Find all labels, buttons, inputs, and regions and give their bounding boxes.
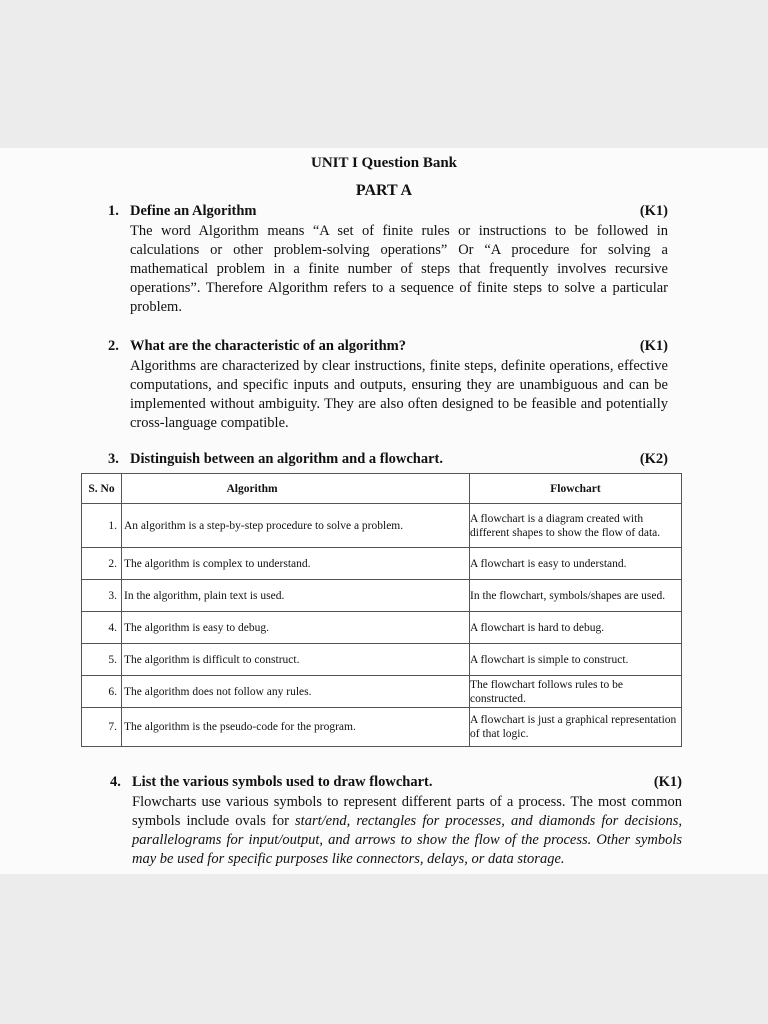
answer-text: Algorithms are characterized by clear instructions, finite steps, definite operations, effective computations, and specific inputs and outputs, ensuring they are unambiguous and can be implemented without ambiguity. They are also often designed to be feasible and potentially cross-language compatible. <box>130 358 668 431</box>
question-text: Define an Algorithm <box>130 203 257 219</box>
table-row <box>82 676 682 708</box>
table-row <box>82 580 682 612</box>
cell-algorithm: The algorithm is easy to debug. <box>122 612 470 644</box>
cell-sno: 2. <box>82 548 122 580</box>
answer-plain: Flowcharts use various symbols to represent different parts of a process. The most common symbols include ovals for <box>132 794 682 829</box>
table-header-row <box>82 474 682 504</box>
question-2 <box>108 338 668 433</box>
table-row <box>82 612 682 644</box>
knowledge-level: (K1) <box>639 338 668 354</box>
cell-sno: 6. <box>82 676 122 708</box>
question-heading <box>108 338 668 357</box>
question-number: 1. <box>108 203 119 219</box>
cell-algorithm: In the algorithm, plain text is used. <box>122 580 470 612</box>
page-title: UNIT I Question Bank <box>310 155 458 171</box>
knowledge-level: (K1) <box>639 203 668 219</box>
table-row <box>82 708 682 747</box>
question-text: What are the characteristic of an algorithm? <box>130 338 406 354</box>
knowledge-level: (K1) <box>653 774 682 790</box>
cell-algorithm: The algorithm is complex to understand. <box>122 548 470 580</box>
question-heading <box>108 203 668 222</box>
header-sno: S. No <box>82 474 122 504</box>
knowledge-level: (K2) <box>639 451 668 467</box>
table-row <box>82 644 682 676</box>
cell-algorithm: The algorithm does not follow any rules. <box>122 676 470 708</box>
question-text: Distinguish between an algorithm and a flowchart. <box>130 451 443 467</box>
question-3 <box>108 451 668 470</box>
cell-sno: 5. <box>82 644 122 676</box>
question-number: 2. <box>108 338 119 354</box>
cell-flowchart: A flowchart is simple to construct. <box>470 644 682 676</box>
question-heading <box>110 774 682 793</box>
question-text: List the various symbols used to draw flowchart. <box>132 774 433 790</box>
cell-sno: 1. <box>82 504 122 548</box>
header-flowchart: Flowchart <box>470 474 682 504</box>
part-heading: PART A <box>355 182 413 199</box>
answer-text <box>132 793 682 869</box>
question-number: 3. <box>108 451 119 467</box>
question-number: 4. <box>110 774 121 790</box>
cell-sno: 3. <box>82 580 122 612</box>
cell-sno: 4. <box>82 612 122 644</box>
cell-flowchart: A flowchart is hard to debug. <box>470 612 682 644</box>
answer-text: The word Algorithm means “A set of finite rules or instructions to be followed in calculations or other problem-solving operations” Or “A procedure for solving a mathematical problem in a finite number of steps that frequently involves recursive operations”. Therefore Algorithm refers to a sequence of finite steps to solve a particular problem. <box>130 223 668 315</box>
header-algorithm: Algorithm <box>122 474 470 504</box>
cell-flowchart: In the flowchart, symbols/shapes are used. <box>470 580 682 612</box>
table-row <box>82 504 682 548</box>
question-1 <box>108 203 668 317</box>
question-4 <box>110 774 682 869</box>
cell-algorithm: The algorithm is difficult to construct. <box>122 644 470 676</box>
table-row <box>82 548 682 580</box>
cell-algorithm: The algorithm is the pseudo-code for the program. <box>122 708 470 747</box>
cell-flowchart: A flowchart is easy to understand. <box>470 548 682 580</box>
cell-algorithm: An algorithm is a step-by-step procedure to solve a problem. <box>122 504 470 548</box>
comparison-table <box>81 473 682 747</box>
cell-sno: 7. <box>82 708 122 747</box>
cell-flowchart: The flowchart follows rules to be constructed. <box>470 676 682 708</box>
cell-flowchart: A flowchart is a diagram created with different shapes to show the flow of data. <box>470 504 682 548</box>
cell-flowchart: A flowchart is just a graphical representation of that logic. <box>470 708 682 747</box>
question-heading <box>108 451 668 470</box>
answer-italic: start/end, rectangles for processes, and diamonds for decisions, parallelograms for input/output, and arrows to show the flow of the process. Other symbols may be used for specific purposes like connectors, delays, or data storage. <box>132 813 682 867</box>
